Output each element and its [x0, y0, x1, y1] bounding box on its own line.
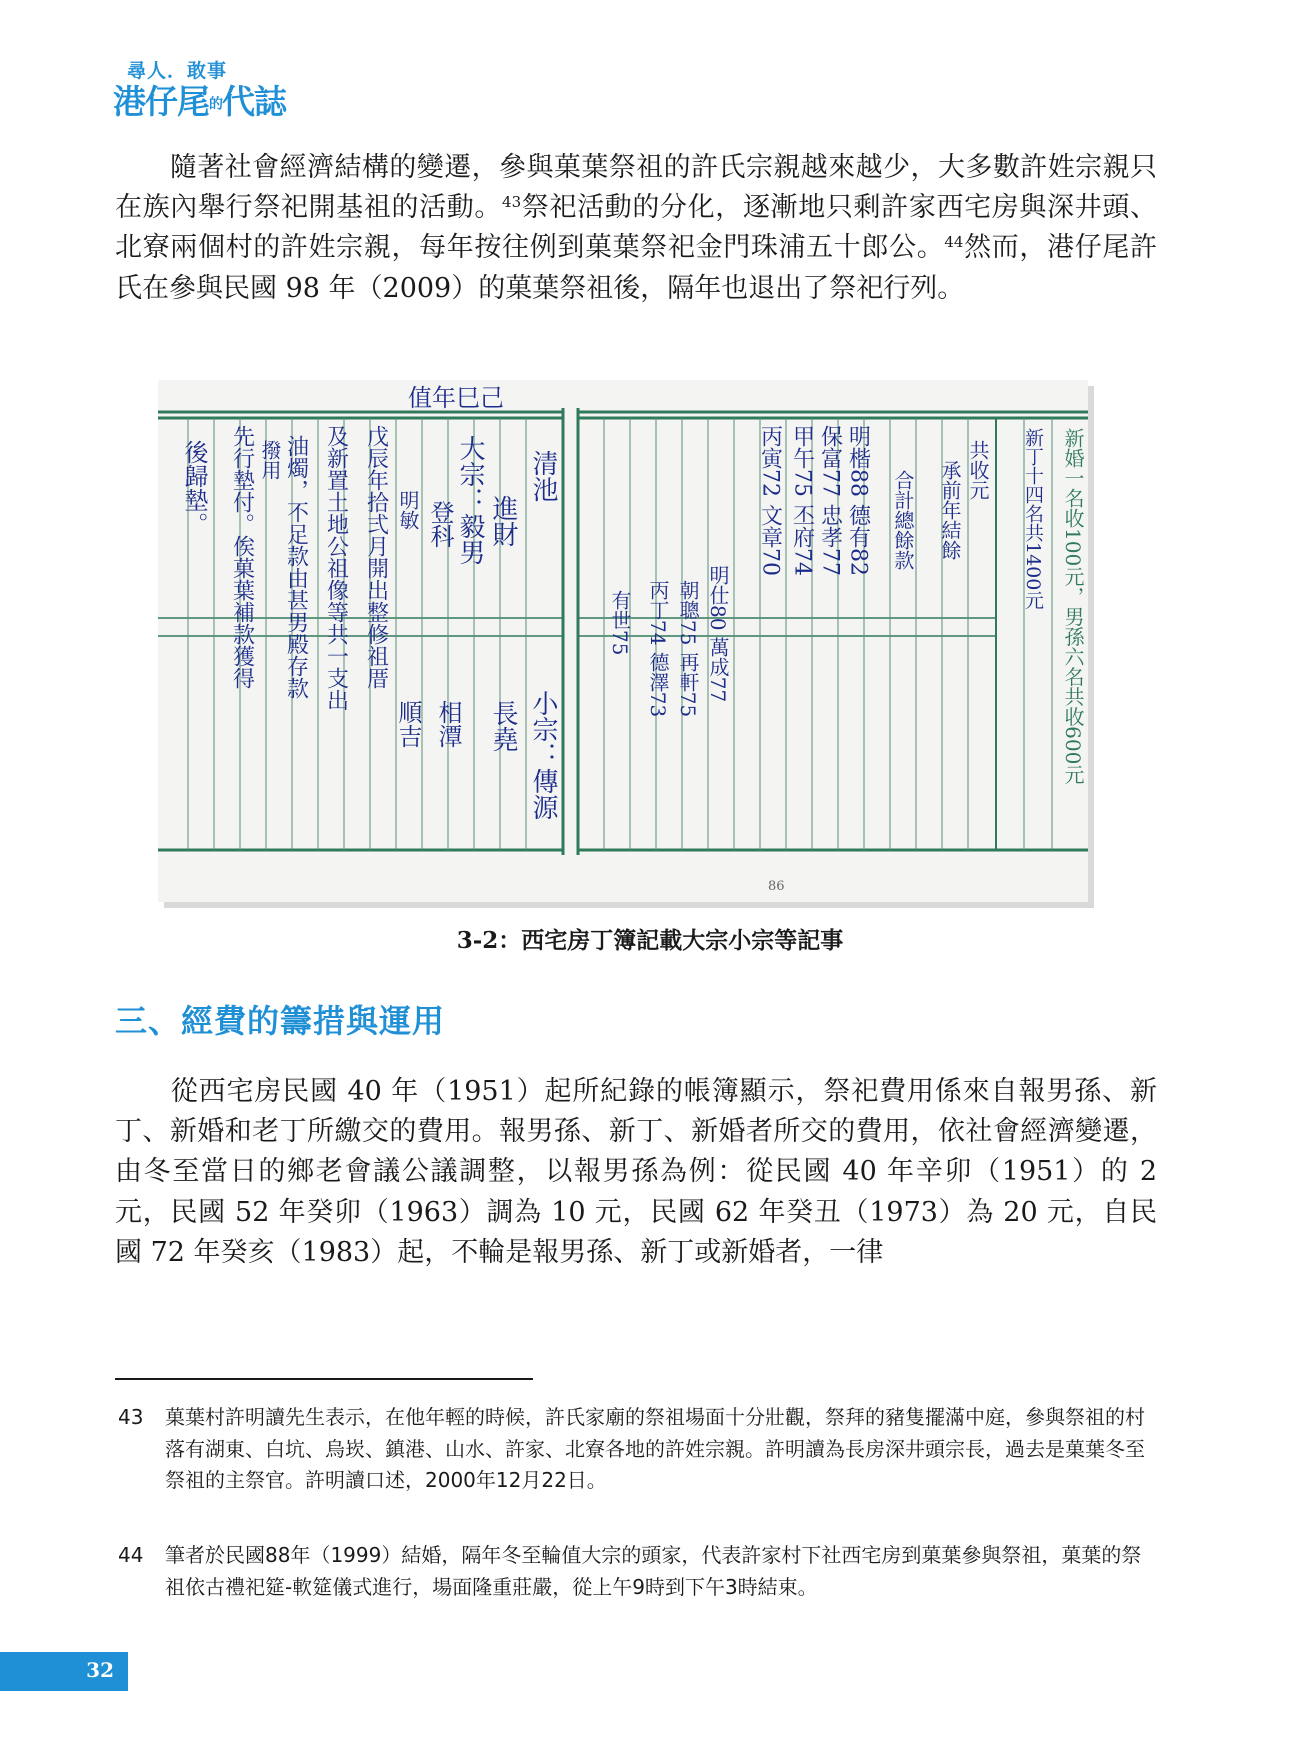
- footnote-ref-44[interactable]: 44: [944, 233, 964, 252]
- figure-caption: 3-2：西宅房丁簿記載大宗小宗等記事: [456, 927, 844, 954]
- ledger-left-col-6: 戊辰年拾弍月開出整修祖厝: [363, 425, 389, 689]
- ledger-left-col-9: 撥用: [258, 440, 282, 480]
- header-title-small: 的: [209, 96, 222, 113]
- ledger-top-label: 值年巳己: [408, 384, 504, 412]
- ledger-left-col-13: 長堯: [488, 700, 518, 752]
- footnote-44-text: 筆者於民國88年（1999）結婚，隔年冬至輪值大宗的頭家，代表許家村下社西宅房到菓葉參與祭祖，菓葉的祭祖依古禮祀筵-軟筵儀式進行，場面隆重莊嚴，從上午9時到下午3時結束。: [165, 1543, 1142, 1599]
- ledger-right-col-12: 丙丁74 德澤73: [646, 580, 670, 718]
- ledger-photo: [158, 380, 1098, 912]
- ledger-left-col-15: 順吉: [394, 700, 422, 748]
- footnote-44: [115, 1540, 1160, 1603]
- ledger-right-col-13: 有世75: [608, 590, 632, 656]
- ledger-right-col-1: 新婚一名收100元，男孫六名共收600元: [1061, 428, 1085, 785]
- ledger-right-col-3: 共收元: [966, 440, 990, 500]
- ledger-right-col-9: 丙寅72 文章70: [757, 425, 783, 576]
- ledger-left-col-1: 清池: [528, 450, 558, 502]
- footnote-ref-43[interactable]: 43: [502, 193, 522, 212]
- ledger-illustration: [158, 380, 1098, 912]
- ledger-right-col-11: 朝聰75 再軒75: [676, 580, 700, 718]
- header-title-b: 代誌: [222, 82, 286, 121]
- ledger-left-col-3: 進財: [488, 495, 518, 547]
- header-title-a: 港仔尾: [113, 82, 209, 121]
- paragraph-1: [115, 148, 1157, 309]
- ledger-right-col-5: 合計總餘款: [891, 470, 915, 570]
- paragraph-1-text-a: 隨著社會經濟結構的變遷，參與菓葉祭祖的許氏宗親越來越少，大多數許姓宗親只在族內舉行祭祀開基祖的活動。: [115, 152, 1157, 224]
- ledger-left-col-4: 登科: [426, 500, 454, 548]
- page-number-tab: [0, 1652, 128, 1691]
- page-number: 32: [86, 1658, 114, 1682]
- header-subtitle: 尋人．敢事: [127, 60, 228, 82]
- footnote-43-text: 菓葉村許明讀先生表示，在他年輕的時候，許氏家廟的祭祖場面十分壯觀，祭拜的豬隻擺滿中庭，參與祭祖的村落有湖東、白坑、烏崁、鎮港、山水、許家、北寮各地的許姓宗親。許明讀為長房深井頭宗長，過去是菓葉冬至祭祖的主祭官。許明讀口述，2000年12月22日。: [165, 1405, 1145, 1492]
- footnote-divider: [115, 1378, 533, 1380]
- ledger-right-col-2: 新丁十四名共1400元: [1022, 428, 1044, 610]
- ledger-left-col-8: 油燭，不足款由甚男殿存款: [283, 435, 309, 699]
- footnote-43: [115, 1402, 1160, 1497]
- ledger-left-col-14: 相潭: [434, 700, 462, 748]
- ledger-left-col-2: 大宗：毅男: [455, 435, 485, 565]
- header-title: [113, 76, 286, 123]
- ledger-right-col-8: 甲午75 丕府74: [789, 425, 815, 576]
- paragraph-2: 從西宅房民國 40 年（1951）起所紀錄的帳簿顯示，祭祀費用係來自報男孫、新丁、新婚和老丁所繳交的費用。報男孫、新丁、新婚者所交的費用，依社會經濟變遷，由冬至當日的鄉老會議公議調整，以報男孫為例：從民國 40 年辛卯（1951）的 2 元，民國 52 年癸卯（1963）調為 10 元，民國 62 年癸丑（1973）為 20 元，自民國 72 年癸亥（1983）起，不輪是報男孫、新丁或新婚者，一律: [115, 1076, 1157, 1268]
- paragraph-1-text-b: 祭祀活動的分化，逐漸地只剩許家西宅房與深井頭、北寮兩個村的許姓宗親，每年按往例到菓葉祭祀金門珠浦五十郎公。: [115, 192, 1158, 264]
- paragraph-1-text-c: 然而，港仔尾許氏在參與民國 98 年（2009）的菓葉祭祖後，隔年也退出了祭祀行列。: [115, 232, 1158, 304]
- ledger-right-col-10: 明仕80 萬成77: [706, 565, 730, 703]
- ledger-page-number: 86: [768, 879, 785, 894]
- section-heading: 三、經費的籌措與運用: [115, 1002, 446, 1040]
- footnote-43-number: 43: [118, 1405, 144, 1429]
- ledger-left-col-11: 後歸墊。: [180, 440, 208, 536]
- ledger-right-col-6: 明楷88 德有82: [845, 425, 871, 576]
- ledger-left-col-7: 及新置土地公祖像等共一支出: [323, 425, 349, 711]
- footnote-44-number: 44: [118, 1543, 144, 1567]
- book-header: [113, 56, 373, 121]
- ledger-left-col-5: 明敏: [396, 490, 420, 530]
- ledger-left-col-12: 小宗：傳源: [528, 690, 558, 820]
- ledger-left-col-10: 先行墊付。俟菓葉補款獲得: [229, 425, 255, 689]
- ledger-right-col-7: 保富77 忠孝77: [817, 425, 843, 576]
- ledger-right-col-4: 承前年結餘: [938, 460, 962, 560]
